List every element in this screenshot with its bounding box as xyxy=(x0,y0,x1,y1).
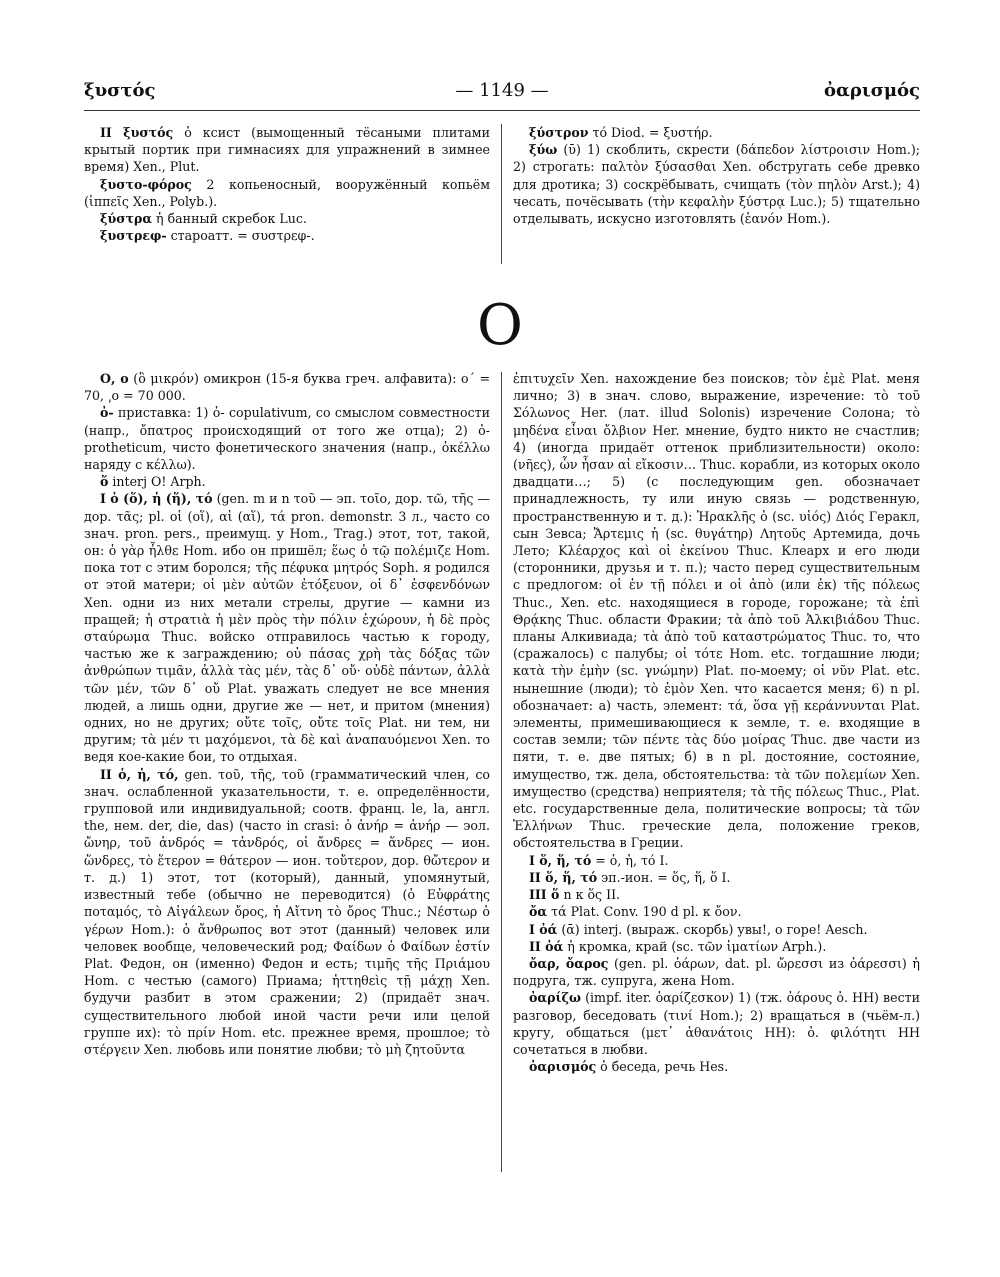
entry-headword: ξυστο-φόρος xyxy=(100,176,192,192)
bottom-left-column xyxy=(84,370,490,1058)
entry-text: ἐπιτυχεῖν Xen. нахождение без поисков; τὸν ἐμὲ Plat. меня лично; 3) в знач. слово, выражение, изречение: τὸ τοῦ Σόλωνος Her. (лат. illud Solonis) изречение Солона; τὸ μηδένα εἶναι ὄλβιον Her. мнение, будто никто не счастлив; 4) (иногда придаёт оттенок приблизительности) около: (νῆες), ὧν ἦσαν αἱ εἴκοσιν… Thuc. корабли, из которых около двадцати…; 5) (с последующим gen. обозначает принадлежность, ту или иную связь — родственную, пространственную и т. д.): Ἡρακλῆς ὁ (sc. υἱός) Διός Геракл, сын Зевса; Ἄρτεμις ἡ (sc. θυγάτηρ) Λητοῦς Артемида, дочь Лето; Κλέαρχος καὶ οἱ ἐκείνου Thuc. Клеарх и его люди (сторонники, друзья и т. п.); часто перед существительным с предлогом: οἱ ἐν τῇ πόλει и οἱ ἀπὸ (или ἐκ) τῆς πόλεως Thuc., Xen. etc. находящиеся в городе, горожане; τὰ ἐπὶ Θρᾴκης Thuc. области Фракии; τὰ ἀπὸ τοῦ Ἀλκιβιάδου Thuc. планы Алкивиада; τὰ ἀπὸ τοῦ καταστρώματος Thuc. то, что (сражалось) с палубы; οἱ τότε Hom. etc. тогдашние люди; κατὰ τὴν ἐμὴν (sc. γνώμην) Plat. по-моему; οἱ νῦν Plat. etc. нынешние (люди); τὸ ἐμὸν Xen. что касается меня; 6) n pl. обозначает: а) часть, элемент: τά, ὅσα γῇ κεράννυνται Plat. элементы, примешивающиеся к земле, т. е. входящие в состав земли; τῶν πέντε τὰς δύο μοίρας Thuc. две части из пяти, т. е. две пятых; б) в n pl. достояние, состояние, имущество, тж. дела, обстоятельства: τὰ τῶν πολεμίων Xen. имущество (средства) неприятеля; τὰ τῆς πόλεως Thuc., Plat. etc. государственные дела, политические вопросы; τὰ τῶν Ἑλλήνων Thuc. греческие дела, положение греков, обстоятельства в Греции. xyxy=(513,371,920,851)
entry-text: 2 копьеносный, вооружённый копьём (ἱππεῖς Xen., Polyb.). xyxy=(84,176,490,209)
entry-headword: II ὅ, ἥ, τό xyxy=(529,869,598,885)
dictionary-entry xyxy=(513,903,920,920)
top-left-column xyxy=(84,124,490,244)
header-left-word: ξυστός xyxy=(84,80,156,101)
entry-headword: ξυστρεφ- xyxy=(100,228,167,244)
entry-headword: II ὀά xyxy=(529,938,564,954)
header-right-word: ὀαρισμός xyxy=(824,80,920,101)
dictionary-entry xyxy=(84,227,490,244)
dictionary-entry xyxy=(513,852,920,869)
entry-headword: I ὀά xyxy=(529,921,558,937)
entry-headword: I ὁ (ὅ), ἡ (ἥ), τό xyxy=(100,491,213,507)
dictionary-entry xyxy=(513,989,920,1058)
dictionary-entry xyxy=(513,869,920,886)
column-divider-top xyxy=(501,124,502,264)
dictionary-entry xyxy=(84,473,490,490)
entry-text: ἡ банный скребок Luc. xyxy=(152,211,307,227)
entry-headword: II ὁ, ἡ, τό, xyxy=(100,766,179,782)
entry-text: τά Plat. Conv. 190 d pl. к ὄον. xyxy=(547,904,742,920)
entry-text: interj О! Arph. xyxy=(108,474,206,490)
entry-headword: ξύω xyxy=(529,142,558,158)
entry-text: (ῡ) 1) скоблить, скрести (δάπεδον λίστροισιν Hom.); 2) строгать: παλτὸν ξύσασθαι Xen. обстругать себе древко для дротика; 3) соскрёбывать, счищать (τὸν πηλὸν Arst.); 4) чесать, почёсывать (τὴν κεφαλὴν ξύστρᾳ Luc.); 5) тщательно отделывать, искусно изготовлять (ἑανόν Hom.). xyxy=(513,142,920,227)
top-right-column xyxy=(513,124,920,227)
dictionary-entry xyxy=(513,124,920,141)
page-number: — 1149 — xyxy=(455,80,549,101)
entry-text: (ὂ μικρόν) омикрон (15-я буква греч. алфавита): ο΄ = 70, ͵ο = 70 000. xyxy=(84,371,491,404)
entry-text: (gen. m и n τοῦ — эп. τοῖο, дор. τῶ, τῆς — дор. τᾶς; pl. οἱ (οἵ), αἱ (αἵ), τά pron. demonstr. 3 л., часто со знач. pron. pers., преимущ. у Hom., Trag.) этот, тот, такой, он: ὁ γὰρ ἦλθε Hom. ибо он пришёл; ἕως ὁ τῷ πολέμιζε Hom. пока тот с этим боролся; τῆς πέφυκα μητρός Soph. я родился от этой матери; οἱ μὲν αὐτῶν ἐτόξευον, οἱ δ᾽ ἐσφενδόνων Xen. одни из них метали стрелы, другие — камни из пращей; ἡ στρατιὰ ἡ μὲν πρὸς τὴν πόλιν ἐχώρουν, ἡ δὲ πρὸς σταύρωμα Thuc. войско отправилось частью к городу, частью же к заграждению; οὐ πάσας χρὴ τὰς δόξας τῶν ἀνθρώπων τιμᾶν, ἀλλὰ τὰς μέν, τὰς δ᾽ οὔ· οὐδὲ πάντων, ἀλλὰ τῶν μέν, τῶν δ᾽ οὔ Plat. уважать следует не все мнения людей, а лишь одни, другие же — нет, и притом (мнения) одних, но не других; οὔτε τοῖς, οὔτε τοῖς Plat. ни тем, ни другим; τὰ μέν τι μαχόμενοι, τὰ δὲ καὶ ἀναπαυόμενοι Xen. то ведя кое-какие бои, то отдыхая. xyxy=(84,491,491,765)
dictionary-entry xyxy=(84,766,490,1058)
entry-headword: ὀ- xyxy=(100,405,114,421)
section-letter: O xyxy=(477,293,523,358)
header-rule xyxy=(84,110,920,111)
dictionary-entry xyxy=(513,141,920,227)
entry-headword: ξύστρον xyxy=(529,125,589,140)
entry-text: приставка: 1) ὀ- copulativum, со смыслом совместности (напр., ὄπατρος происходящий от того же отца); 2) ὀ- protheticum, чисто фонетического значения (напр., ὀκέλλω наряду с κέλλω). xyxy=(84,405,490,473)
dictionary-entry xyxy=(84,404,490,473)
entry-text: τό Diod. = ξυστήρ. xyxy=(588,125,713,140)
entry-text: = ὁ, ἡ, τό I. xyxy=(591,852,669,868)
dictionary-entry xyxy=(84,210,490,227)
entry-text: ἡ кромка, край (sc. τῶν ἱματίων Arph.). xyxy=(563,938,827,954)
entry-text: n к ὅς II. xyxy=(559,887,621,903)
entry-text: староатт. = συστρεφ-. xyxy=(166,228,315,244)
entry-text: эп.-ион. = ὅς, ἥ, ὅ I. xyxy=(597,869,731,885)
entry-headword: III ὅ xyxy=(529,887,560,903)
entry-text: ὁ ксист (вымощенный тёсаными плитами крытый портик при гимнасиях для упражнений в зимнее время) Xen., Plut. xyxy=(84,125,490,175)
entry-text: (ᾱ) interj. (выраж. скорбь) увы!, о горе! Aesch. xyxy=(557,921,868,937)
dictionary-entry xyxy=(84,176,490,210)
entry-text: (gen. pl. ὀάρων, dat. pl. ὤρεσσι из ὀάρεσσι) ἡ подруга, тж. супруга, жена Hom. xyxy=(513,955,920,989)
entry-text: (impf. iter. ὀαρίζεσκον) 1) (тж. ὀάρους ὀ. HH) вести разговор, беседовать (τινί Hom.); 2) вращаться в (чьём-л.) кругу, общаться (μετ᾽ ἀθανάτοις HH): ὀ. φιλότητι HH сочетаться в любви. xyxy=(513,990,920,1057)
dictionary-entry xyxy=(513,921,920,938)
dictionary-entry xyxy=(513,370,920,852)
dictionary-entry xyxy=(513,1058,920,1075)
entry-text: gen. τοῦ, τῆς, τοῦ (грамматический член, со знач. ослабленной указательности, т. е. определённости, групповой или индивидуальной; соотв. франц. le, la, англ. the, нем. der, die, das) (часто in crasi: ὁ ἀνήρ = ἁνήρ — эол. ὤνηρ, τοῦ ἀνδρός = τἀνδρός, οἱ ἄνδρες = ἅνδρες — ион. ὥνδρες, τὸ ἕτερον = θάτερον — ион. τοὔτερον, дор. θὤτερον и т. д.) 1) этот, тот (который), данный, упомянутый, известный тебе (обычно не переводится) (ὁ Εὐφράτης ποταμός, τὸ Αἰγάλεων ὄρος, ἡ Αἴτνη τὸ ὄρος Thuc.; Νέστωρ ὁ γέρων Hom.): ὁ ἄνθρωπος вот этот (данный) человек или человек вообще, человеческий род; Φαίδων ὁ Φαίδων ἐστίν Plat. Федон, он (именно) Федон и есть; τιμῆς τῆς Πριάμου Hom. с честью (самого) Приама; ἡττηθεὶς τῇ μάχῃ Xen. будучи разбит в этом сражении; 2) (придаёт знач. существительного любой иной части речи или целой группе их): τὸ πρίν Hom. etc. прежнее время, прошлое; τὸ στέργειν Xen. любовь или понятие любви; τὸ μὴ ζητοῦντα xyxy=(84,766,490,1057)
entry-headword: ὀαρισμός xyxy=(529,1059,597,1075)
dictionary-entry xyxy=(84,124,490,176)
entry-headword: II ξυστός xyxy=(100,125,174,140)
bottom-right-column xyxy=(513,370,920,1075)
page-header xyxy=(84,80,920,110)
entry-headword: ὅ xyxy=(100,474,109,490)
entry-headword: ξύστρα xyxy=(100,211,153,227)
dictionary-entry xyxy=(513,886,920,903)
entry-text: ὁ беседа, речь Hes. xyxy=(596,1059,729,1075)
dictionary-entry xyxy=(84,370,490,404)
entry-headword: ὄα xyxy=(529,904,548,920)
entry-headword: I ὅ, ἥ, τό xyxy=(529,852,592,868)
dictionary-entry xyxy=(513,955,920,989)
entry-headword: ὀαρίζω xyxy=(529,990,582,1006)
dictionary-entry xyxy=(84,490,490,765)
entry-headword: ὄαρ, ὄαρος xyxy=(529,955,609,971)
column-divider-bottom xyxy=(501,372,502,1172)
entry-headword: Ο, ο xyxy=(100,371,129,386)
dictionary-entry xyxy=(513,938,920,955)
